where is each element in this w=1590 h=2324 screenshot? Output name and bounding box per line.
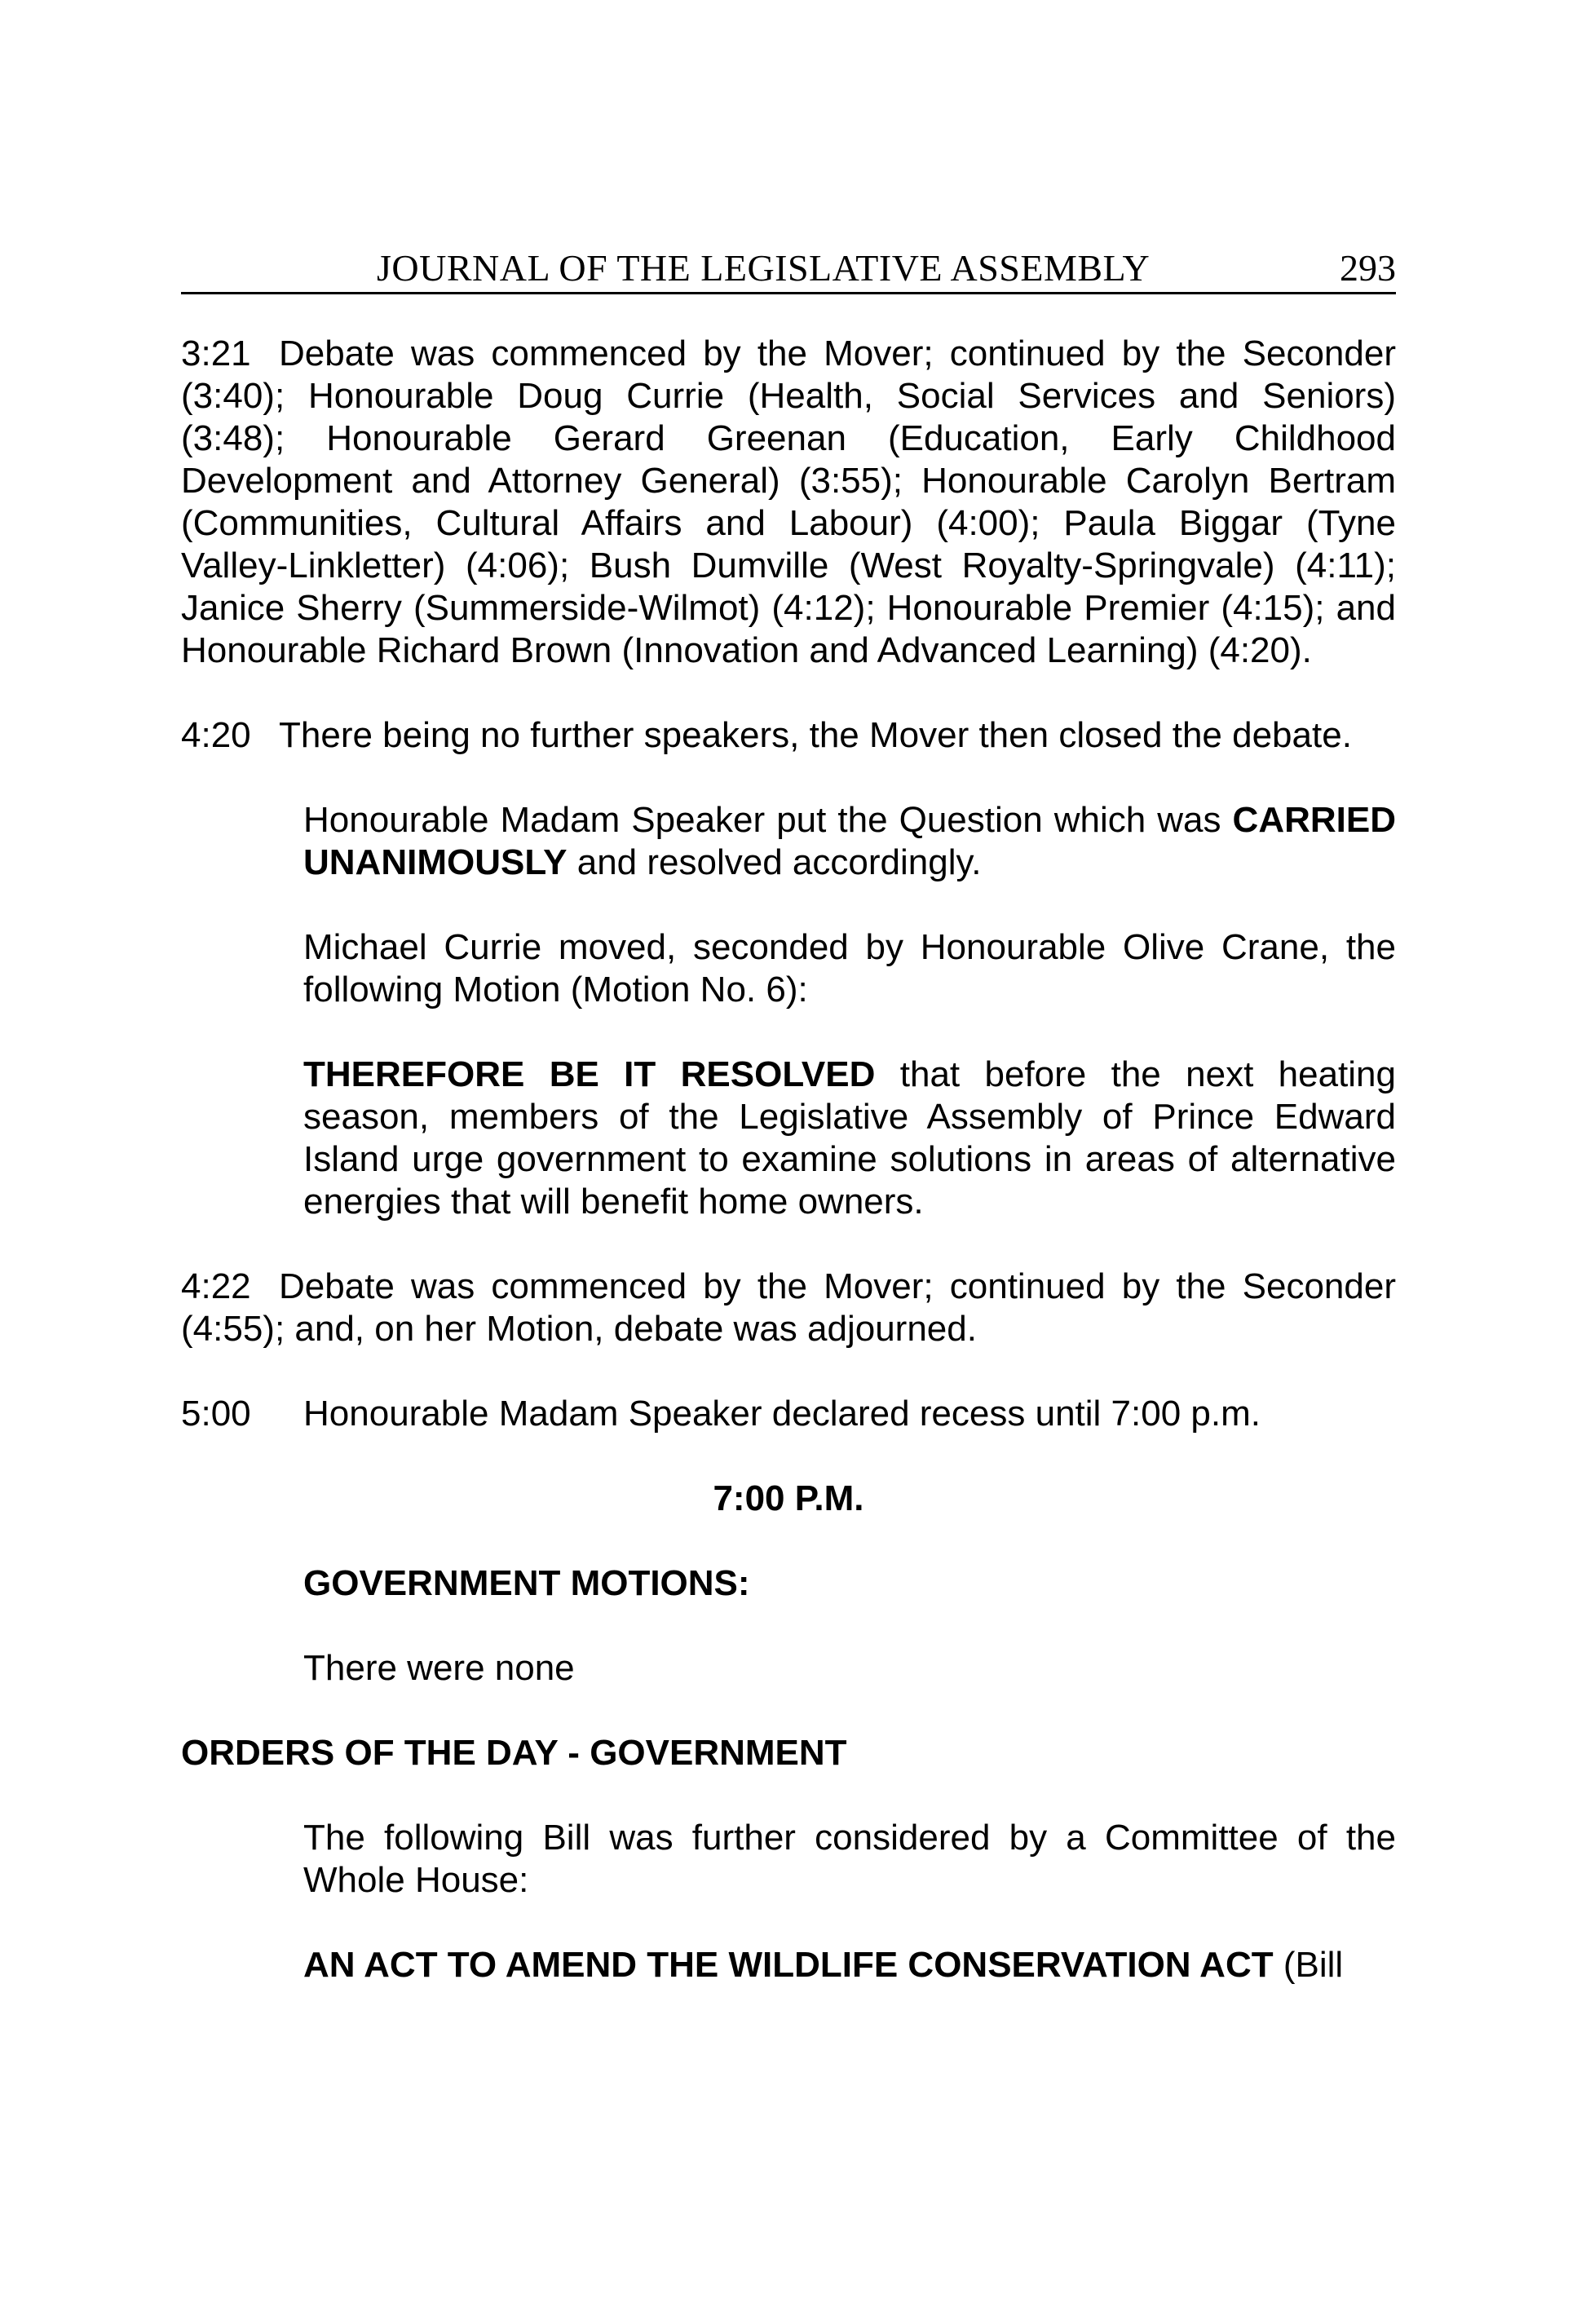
entry-closed-debate (181, 714, 1396, 757)
entry-text: and resolved accordingly. (567, 842, 982, 882)
entry-text: There being no further speakers, the Mover then closed the debate. (279, 715, 1352, 755)
bill-name: AN ACT TO AMEND THE WILDLIFE CONSERVATION ACT (303, 1945, 1274, 1985)
section-heading-government-motions: GOVERNMENT MOTIONS: (303, 1563, 750, 1603)
entry-text: The following Bill was further considered by a Committee of the Whole House: (303, 1818, 1396, 1900)
section-time-heading: 7:00 P.M. (713, 1478, 864, 1518)
resolution-text: that before the next heating season, members of the Legislative Assembly of Prince Edward Island urge government to examine solutions in areas of alternative energies that will benefit home owners. (303, 1054, 1396, 1222)
entry-time: 3:21 (181, 334, 251, 373)
entry-text: Michael Currie moved, seconded by Honourable Olive Crane, the following Motion (Motion No. 6): (303, 927, 1396, 1010)
bill-number-fragment: (Bill (1273, 1945, 1344, 1985)
entry-debate-321 (181, 333, 1396, 672)
entry-time: 4:22 (181, 1266, 251, 1306)
entry-time: 4:20 (181, 715, 251, 755)
entry-bill-considered (303, 1817, 1396, 1902)
section-heading-orders-of-day: ORDERS OF THE DAY - GOVERNMENT (181, 1733, 847, 1773)
resolution-lead: THEREFORE BE IT RESOLVED (303, 1054, 876, 1094)
entry-text: Honourable Madam Speaker declared recess until 7:00 p.m. (303, 1394, 1261, 1434)
entry-question-carried (303, 799, 1396, 884)
page-header (181, 245, 1396, 294)
entry-recess (181, 1393, 1396, 1435)
bill-title (303, 1944, 1396, 1986)
journal-title: JOURNAL OF THE LEGISLATIVE ASSEMBLY (377, 247, 1151, 289)
entry-text: Honourable Madam Speaker put the Question which was (303, 800, 1233, 840)
entry-text: Debate was commenced by the Mover; continued by the Seconder (3:40); Honourable Doug Currie (Health, Social Services and Seniors) (3:48); Honourable Gerard Greenan (Education, Early Childhood Development and Attorney General) (3:55); Honourable Carolyn Bertram (Communities, Cultural Affairs and Labour) (4:00); Paula Biggar (Tyne Valley-Linkletter) (4:06); Bush Dumville (West Royalty-Springvale) (4:11); Janice Sherry (Summerside-Wilmot) (4:12); Honourable Premier (4:15); and Honourable Richard Brown (Innovation and Advanced Learning) (4:20). (181, 334, 1396, 670)
entry-text: Debate was commenced by the Mover; continued by the Seconder (4:55); and, on her Motion, debate was adjourned. (181, 1266, 1396, 1349)
motion-resolution (303, 1054, 1396, 1223)
entry-debate-422 (181, 1266, 1396, 1350)
entry-none: There were none (303, 1648, 575, 1688)
journal-body (181, 333, 1396, 2029)
entry-time: 5:00 (181, 1394, 251, 1434)
entry-motion-moved (303, 926, 1396, 1011)
result-carried: CARRIED UNANIMOUSLY (303, 800, 1396, 882)
page-number: 293 (1340, 247, 1396, 289)
